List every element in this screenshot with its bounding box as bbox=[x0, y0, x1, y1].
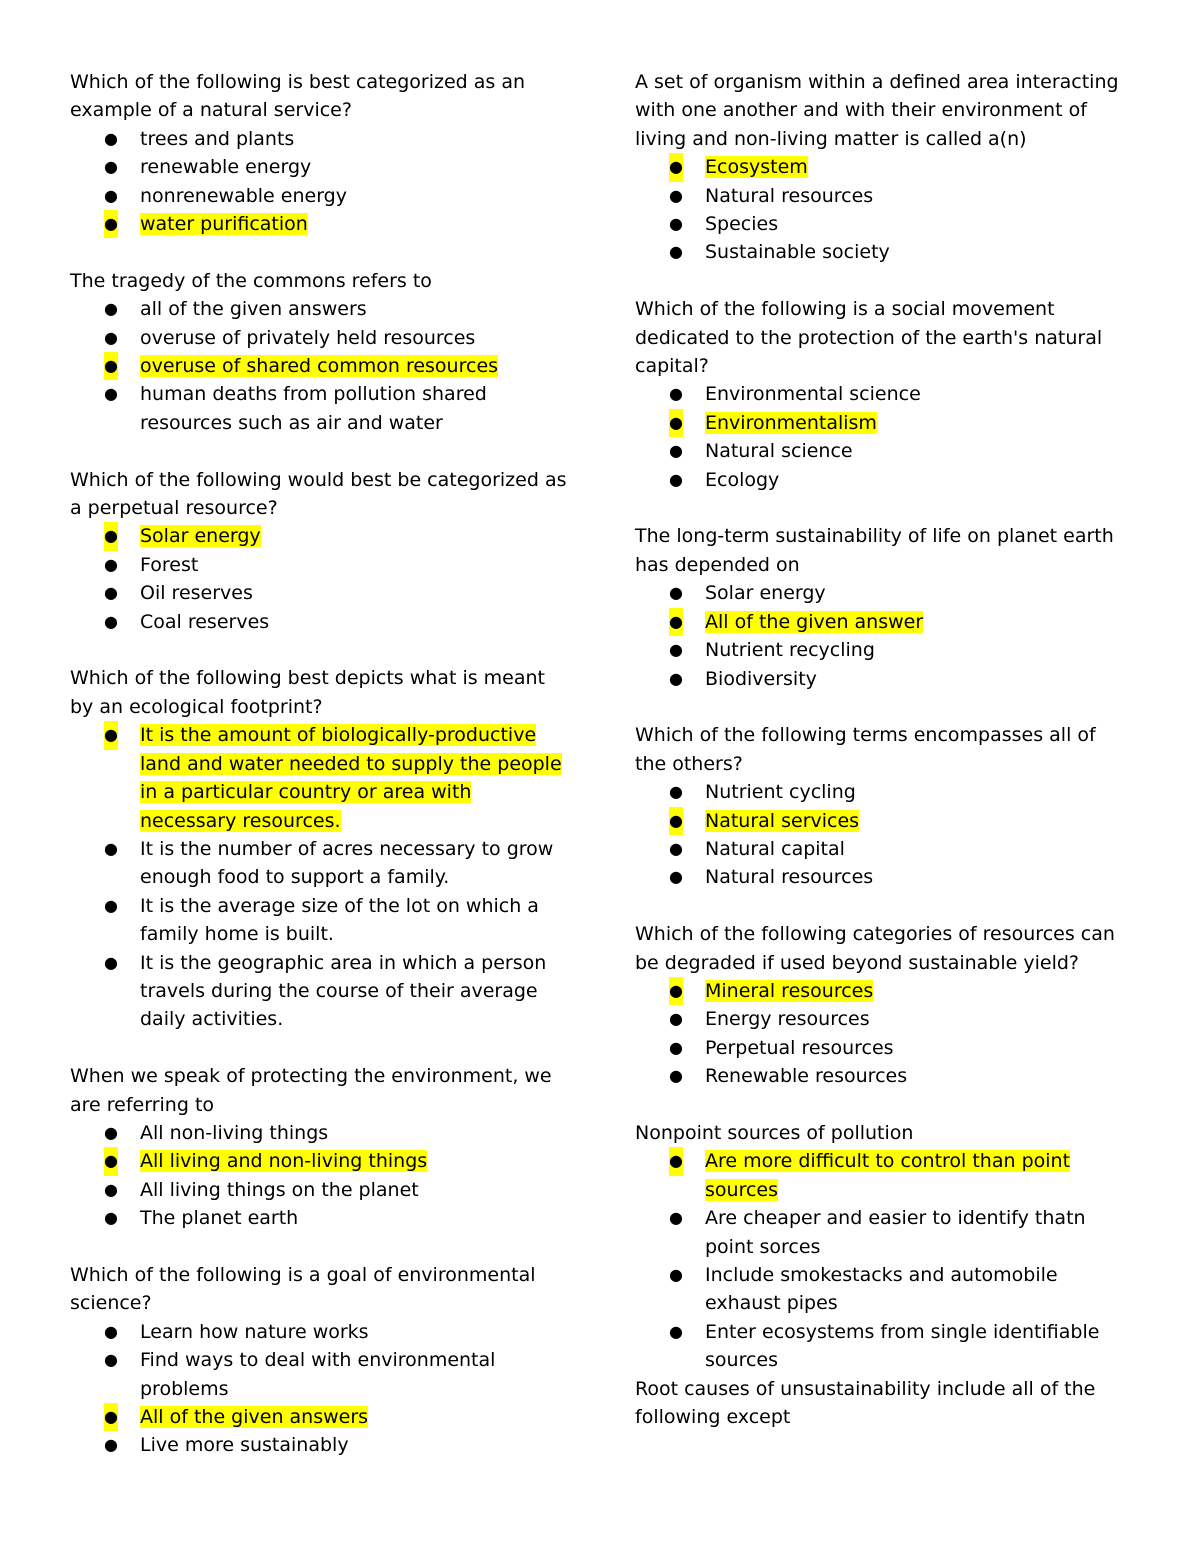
answer-options-list bbox=[70, 295, 570, 437]
answer-option-text: Natural resources bbox=[705, 184, 874, 207]
answer-option bbox=[635, 1062, 1125, 1090]
answer-option-text: Natural services bbox=[705, 809, 860, 832]
question-text: Which of the following is a social movement dedicated to the protection of the earth's natural capital? bbox=[635, 298, 1103, 378]
answer-option-highlighted bbox=[70, 721, 570, 835]
answer-option bbox=[70, 551, 570, 579]
answer-option-text: Natural capital bbox=[705, 837, 845, 860]
answer-option-highlighted bbox=[70, 352, 570, 380]
answer-option bbox=[70, 182, 570, 210]
question-block bbox=[70, 1062, 570, 1232]
bullet-icon: ● bbox=[104, 185, 118, 205]
bullet-icon: ● bbox=[669, 867, 683, 887]
question-block bbox=[70, 664, 570, 1033]
bullet-icon: ● bbox=[669, 608, 683, 636]
answer-options-list bbox=[635, 579, 1125, 693]
answer-option bbox=[635, 238, 1125, 266]
bullet-icon: ● bbox=[669, 1208, 683, 1228]
question-block bbox=[70, 1261, 570, 1460]
bullet-icon: ● bbox=[104, 1147, 118, 1175]
answer-option-text: human deaths from pollution shared resources such as air and water bbox=[140, 383, 487, 434]
answer-option-text: Natural science bbox=[705, 440, 853, 463]
bullet-icon: ● bbox=[669, 242, 683, 262]
answer-options-list bbox=[635, 380, 1125, 494]
answer-option-text: Environmentalism bbox=[705, 411, 877, 434]
answer-option bbox=[70, 949, 570, 1034]
answer-option-highlighted bbox=[70, 1403, 570, 1431]
answer-option bbox=[70, 1119, 570, 1147]
answer-option-text: nonrenewable energy bbox=[140, 184, 347, 207]
bullet-icon: ● bbox=[669, 640, 683, 660]
answer-option bbox=[70, 835, 570, 892]
bullet-icon: ● bbox=[669, 1264, 683, 1284]
answer-option-text: Are cheaper and easier to identify thatn point sorces bbox=[705, 1207, 1086, 1258]
question-block bbox=[635, 295, 1125, 494]
answer-option-text: Ecosystem bbox=[705, 156, 808, 179]
answer-option bbox=[70, 1176, 570, 1204]
question-text: Which of the following would best be categorized as a perpetual resource? bbox=[70, 468, 567, 520]
bullet-icon: ● bbox=[104, 299, 118, 319]
question-text: A set of organism within a defined area interacting with one another and with their environment of living and non-living matter is called a(n) bbox=[635, 71, 1119, 150]
answer-option bbox=[70, 579, 570, 607]
bullet-icon: ● bbox=[104, 352, 118, 380]
answer-option-highlighted bbox=[70, 522, 570, 550]
bullet-icon: ● bbox=[104, 611, 118, 631]
question-text: Which of the following is a goal of environmental science? bbox=[70, 1263, 536, 1315]
answer-option-text: Natural resources bbox=[705, 866, 874, 889]
answer-option-text: It is the average size of the lot on which a family home is built. bbox=[140, 894, 539, 946]
answer-option-text: Species bbox=[705, 213, 779, 236]
question-block bbox=[70, 68, 570, 238]
answer-option-text: All living and non-living things bbox=[140, 1150, 428, 1173]
answer-option bbox=[70, 608, 570, 636]
bullet-icon: ● bbox=[669, 838, 683, 858]
bullet-icon: ● bbox=[669, 384, 683, 404]
bullet-icon: ● bbox=[669, 1009, 683, 1029]
answer-option-text: All living things on the planet bbox=[140, 1178, 419, 1201]
left-column bbox=[70, 68, 570, 1488]
answer-option bbox=[635, 1034, 1125, 1062]
bullet-icon: ● bbox=[104, 1403, 118, 1431]
bullet-icon: ● bbox=[669, 782, 683, 802]
answer-option-text: Oil reserves bbox=[140, 582, 253, 605]
bullet-icon: ● bbox=[104, 583, 118, 603]
question-text: Nonpoint sources of pollution bbox=[635, 1121, 914, 1144]
answer-option-text: Perpetual resources bbox=[705, 1036, 894, 1059]
bullet-icon: ● bbox=[104, 554, 118, 574]
question-block bbox=[635, 68, 1125, 267]
question-text: Root causes of unsustainability include all of the following except bbox=[635, 1377, 1096, 1429]
answer-option bbox=[635, 380, 1125, 408]
question-text: The long-term sustainability of life on planet earth has depended on bbox=[635, 525, 1114, 576]
answer-option-text: trees and plants bbox=[140, 127, 295, 150]
answer-option-text: all of the given answers bbox=[140, 298, 367, 321]
answer-option-text: Ecology bbox=[705, 468, 780, 491]
answer-option-text: Energy resources bbox=[705, 1008, 870, 1031]
bullet-icon: ● bbox=[669, 583, 683, 603]
answer-option-text: Nutrient recycling bbox=[705, 639, 875, 662]
answer-options-list bbox=[70, 522, 570, 636]
question-text: The tragedy of the commons refers to bbox=[70, 269, 432, 292]
question-text: Which of the following categories of resources can be degraded if used beyond sustainable yield? bbox=[635, 923, 1115, 974]
answer-option-text: Biodiversity bbox=[705, 667, 817, 690]
bullet-icon: ● bbox=[669, 153, 683, 181]
answer-option-text: Forest bbox=[140, 553, 199, 576]
answer-option bbox=[635, 636, 1125, 664]
question-block bbox=[635, 522, 1125, 692]
answer-option-text: Enter ecosystems from single identifiable sources bbox=[705, 1320, 1100, 1372]
question-text: Which of the following best depicts what is meant by an ecological footprint? bbox=[70, 667, 545, 718]
bullet-icon: ● bbox=[104, 1122, 118, 1142]
question-block bbox=[635, 1375, 1125, 1432]
bullet-icon: ● bbox=[104, 522, 118, 550]
answer-option-text: Learn how nature works bbox=[140, 1320, 369, 1343]
answer-option bbox=[635, 1005, 1125, 1033]
answer-option-text: Renewable resources bbox=[705, 1065, 908, 1088]
answer-option-text: renewable energy bbox=[140, 156, 312, 179]
answer-option-text: All non-living things bbox=[140, 1121, 329, 1144]
answer-option-text: All of the given answer bbox=[705, 610, 924, 633]
question-text: Which of the following terms encompasses all of the others? bbox=[635, 724, 1096, 775]
answer-option-text: It is the geographic area in which a person travels during the course of their average daily activities. bbox=[140, 951, 547, 1031]
answer-option-text: Sustainable society bbox=[705, 241, 890, 264]
answer-option bbox=[635, 1204, 1125, 1261]
answer-option bbox=[70, 380, 570, 437]
answer-option-highlighted bbox=[635, 1147, 1125, 1204]
answer-option-text: Mineral resources bbox=[705, 979, 874, 1002]
question-block bbox=[70, 466, 570, 636]
answer-option bbox=[70, 295, 570, 323]
answer-option bbox=[635, 863, 1125, 891]
answer-option-text: Nutrient cycling bbox=[705, 781, 856, 804]
answer-option bbox=[70, 1431, 570, 1459]
right-column bbox=[635, 68, 1125, 1460]
answer-option-text: Find ways to deal with environmental problems bbox=[140, 1349, 496, 1400]
bullet-icon: ● bbox=[104, 721, 118, 749]
bullet-icon: ● bbox=[669, 1066, 683, 1086]
question-block bbox=[635, 1119, 1125, 1375]
answer-option-text: Coal reserves bbox=[140, 610, 270, 633]
answer-options-list bbox=[70, 721, 570, 1033]
answer-option bbox=[635, 778, 1125, 806]
bullet-icon: ● bbox=[669, 1147, 683, 1175]
bullet-icon: ● bbox=[104, 952, 118, 972]
answer-option-text: It is the amount of biologically-productive land and water needed to supply the people in a particular country or area with necessary resources. bbox=[140, 724, 562, 832]
bullet-icon: ● bbox=[104, 838, 118, 858]
bullet-icon: ● bbox=[104, 327, 118, 347]
question-text: When we speak of protecting the environment, we are referring to bbox=[70, 1065, 552, 1116]
bullet-icon: ● bbox=[104, 1208, 118, 1228]
answer-option-text: water purification bbox=[140, 213, 308, 236]
answer-option-highlighted bbox=[635, 409, 1125, 437]
bullet-icon: ● bbox=[669, 441, 683, 461]
question-text: Which of the following is best categorized as an example of a natural service? bbox=[70, 71, 526, 122]
answer-option bbox=[70, 1204, 570, 1232]
bullet-icon: ● bbox=[104, 210, 118, 238]
bullet-icon: ● bbox=[669, 977, 683, 1005]
bullet-icon: ● bbox=[669, 409, 683, 437]
answer-option-highlighted bbox=[635, 977, 1125, 1005]
answer-option bbox=[635, 665, 1125, 693]
answer-option bbox=[635, 1261, 1125, 1318]
bullet-icon: ● bbox=[669, 469, 683, 489]
answer-option bbox=[635, 466, 1125, 494]
answer-option-text: It is the number of acres necessary to grow enough food to support a family. bbox=[140, 837, 554, 889]
answer-option bbox=[635, 182, 1125, 210]
answer-option bbox=[70, 125, 570, 153]
answer-option bbox=[70, 892, 570, 949]
answer-option-highlighted bbox=[635, 608, 1125, 636]
answer-option bbox=[70, 1318, 570, 1346]
bullet-icon: ● bbox=[669, 185, 683, 205]
answer-option bbox=[70, 153, 570, 181]
answer-option-text: Include smokestacks and automobile exhaust pipes bbox=[705, 1263, 1058, 1315]
answer-option bbox=[635, 210, 1125, 238]
answer-options-list bbox=[635, 778, 1125, 892]
answer-options-list bbox=[635, 1147, 1125, 1374]
answer-option-text: All of the given answers bbox=[140, 1406, 369, 1429]
answer-options-list bbox=[70, 1318, 570, 1460]
bullet-icon: ● bbox=[104, 384, 118, 404]
answer-options-list bbox=[635, 153, 1125, 267]
answer-option bbox=[635, 1318, 1125, 1375]
answer-option-highlighted bbox=[70, 210, 570, 238]
answer-option bbox=[70, 1346, 570, 1403]
answer-option-highlighted bbox=[635, 153, 1125, 181]
answer-option bbox=[635, 835, 1125, 863]
answer-option-text: Live more sustainably bbox=[140, 1434, 349, 1457]
question-block bbox=[70, 267, 570, 437]
answer-option bbox=[635, 437, 1125, 465]
bullet-icon: ● bbox=[669, 807, 683, 835]
answer-option-text: Solar energy bbox=[705, 582, 826, 605]
answer-option-text: Are more difficult to control than point sources bbox=[705, 1150, 1071, 1201]
bullet-icon: ● bbox=[104, 1179, 118, 1199]
bullet-icon: ● bbox=[669, 668, 683, 688]
answer-option-text: Environmental science bbox=[705, 383, 921, 406]
answer-options-list bbox=[635, 977, 1125, 1091]
answer-option-text: Solar energy bbox=[140, 525, 261, 548]
answer-option bbox=[70, 324, 570, 352]
answer-option bbox=[635, 579, 1125, 607]
bullet-icon: ● bbox=[669, 214, 683, 234]
bullet-icon: ● bbox=[104, 1321, 118, 1341]
answer-option-text: overuse of privately held resources bbox=[140, 326, 476, 349]
bullet-icon: ● bbox=[104, 157, 118, 177]
bullet-icon: ● bbox=[669, 1321, 683, 1341]
answer-options-list bbox=[70, 125, 570, 239]
bullet-icon: ● bbox=[104, 1350, 118, 1370]
bullet-icon: ● bbox=[104, 128, 118, 148]
answer-options-list bbox=[70, 1119, 570, 1233]
answer-option-highlighted bbox=[635, 807, 1125, 835]
answer-option-text: The planet earth bbox=[140, 1207, 299, 1230]
answer-option-text: overuse of shared common resources bbox=[140, 355, 499, 378]
question-block bbox=[635, 920, 1125, 1090]
question-block bbox=[635, 721, 1125, 891]
answer-option-highlighted bbox=[70, 1147, 570, 1175]
bullet-icon: ● bbox=[104, 1435, 118, 1455]
bullet-icon: ● bbox=[104, 895, 118, 915]
bullet-icon: ● bbox=[669, 1037, 683, 1057]
